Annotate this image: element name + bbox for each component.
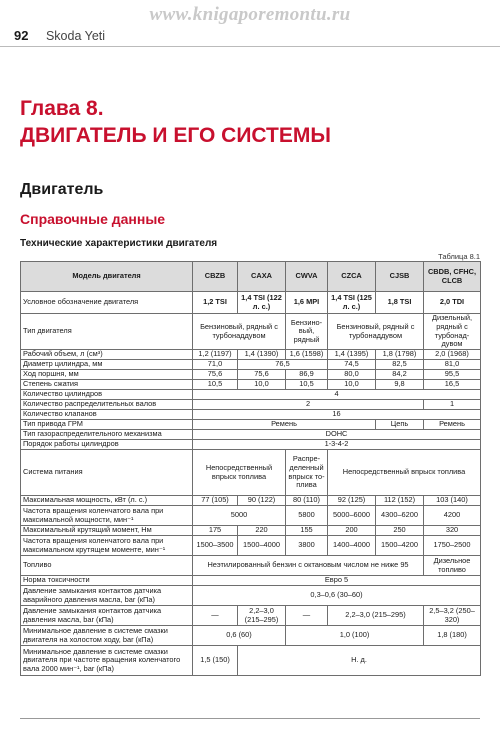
table-cell: 1500–4200 [376, 536, 424, 556]
page-header [14, 28, 105, 43]
table-cell: Дизельный, рядный с турбонад-дувом [424, 314, 481, 350]
table-row [21, 420, 481, 430]
header-divider [0, 46, 500, 47]
table-cell: Бензино-вый, рядный [286, 314, 328, 350]
table-cell: 155 [286, 526, 328, 536]
table-row [21, 536, 481, 556]
table-cell: 1,6 MPI [286, 292, 328, 314]
table-cell: 74,5 [328, 360, 376, 370]
table-row [21, 450, 481, 496]
table-cell: DOHC [193, 430, 481, 440]
table-cell: 1,8 (1798) [376, 350, 424, 360]
table-cell: 1,4 TSI (122 л. с.) [238, 292, 286, 314]
header-cell: CJSB [376, 262, 424, 292]
table-cell: 1,8 (180) [424, 626, 481, 646]
row-label: Тип двигателя [21, 314, 193, 350]
chapter-number: Глава 8. [20, 97, 104, 120]
table-cell: Неэтилированный бензин с октановым числом не ниже 95 [193, 556, 424, 576]
table-cell: 4200 [424, 506, 481, 526]
header-cell: Модель двигателя [21, 262, 193, 292]
table-cell: Распре-деленный впрыск то-плива [286, 450, 328, 496]
table-cell: 1,0 (100) [286, 626, 424, 646]
row-label: Количество клапанов [21, 410, 193, 420]
table-cell: 1,8 TSI [376, 292, 424, 314]
table-cell: 2 [193, 400, 424, 410]
table-cell: 1,4 TSI (125 л. с.) [328, 292, 376, 314]
table-cell: 5800 [286, 506, 328, 526]
table-cell: 1-3-4-2 [193, 440, 481, 450]
row-label: Количество распределительных валов [21, 400, 193, 410]
row-label: Максимальная мощность, кВт (л. с.) [21, 496, 193, 506]
row-label: Минимальное давление в системе смазки двигателя на холостом ходу, bar (кПа) [21, 626, 193, 646]
chapter-title [20, 95, 331, 149]
row-label: Минимальное давление в системе смазки двигателя при частоте вращения коленчатого вала 2000 мин⁻¹, bar (кПа) [21, 646, 193, 676]
table-cell: 1,2 (1197) [193, 350, 238, 360]
table-cell: 200 [328, 526, 376, 536]
table-row [21, 646, 481, 676]
row-label: Условное обозначение двигателя [21, 292, 193, 314]
row-label: Тип привода ГРМ [21, 420, 193, 430]
row-label: Норма токсичности [21, 576, 193, 586]
table-cell: 75,6 [238, 370, 286, 380]
table-cell: 92 (125) [328, 496, 376, 506]
table-row [21, 506, 481, 526]
bottom-divider [20, 718, 480, 719]
table-cell: 81,0 [424, 360, 481, 370]
table-cell: 84,2 [376, 370, 424, 380]
row-label: Порядок работы цилиндров [21, 440, 193, 450]
table-row [21, 410, 481, 420]
row-label: Давление замыкания контактов датчика давления масла, bar (кПа) [21, 606, 193, 626]
table-cell: Н. д. [238, 646, 481, 676]
table-cell: 220 [238, 526, 286, 536]
engine-spec-table [20, 261, 481, 676]
table-cell: 1,2 TSI [193, 292, 238, 314]
header-cell: CZCA [328, 262, 376, 292]
table-cell: 10,5 [286, 380, 328, 390]
table-row [21, 440, 481, 450]
subsection-title: Справочные данные [20, 211, 166, 227]
table-row [21, 526, 481, 536]
table-cell: 175 [193, 526, 238, 536]
table-cell: 1500–4000 [238, 536, 286, 556]
chapter-name: ДВИГАТЕЛЬ И ЕГО СИСТЕМЫ [20, 124, 331, 147]
row-label: Система питания [21, 450, 193, 496]
table-cell: 95,5 [424, 370, 481, 380]
table-row [21, 370, 481, 380]
table-cell: 76,5 [238, 360, 328, 370]
table-cell: 250 [376, 526, 424, 536]
row-label: Тип газораспределительного механизма [21, 430, 193, 440]
page-number: 92 [14, 28, 29, 43]
table-cell: Ремень [193, 420, 376, 430]
table-cell: 10,0 [238, 380, 286, 390]
table-row [21, 586, 481, 606]
table-cell: 1 [424, 400, 481, 410]
table-cell: Бензиновый, рядный с турбонаддувом [328, 314, 424, 350]
table-row [21, 292, 481, 314]
table-cell: 1400–4000 [328, 536, 376, 556]
table-cell: 2,2–3,0 (215–295) [328, 606, 424, 626]
table-cell: 1,5 (150) [193, 646, 238, 676]
table-cell: 2,0 TDI [424, 292, 481, 314]
table-cell: 80 (110) [286, 496, 328, 506]
section-title: Двигатель [20, 181, 104, 198]
table-row [21, 576, 481, 586]
table-cell: 86,9 [286, 370, 328, 380]
header-cell: CWVA [286, 262, 328, 292]
row-label: Рабочий объем, л (см³) [21, 350, 193, 360]
row-label: Частота вращения коленчатого вала при максимальном крутящем моменте, мин⁻¹ [21, 536, 193, 556]
table-cell: 80,0 [328, 370, 376, 380]
table-row [21, 626, 481, 646]
table-header-row [21, 262, 481, 292]
table-cell: 16 [193, 410, 481, 420]
row-label: Частота вращения коленчатого вала при максимальной мощности, мин⁻¹ [21, 506, 193, 526]
table-cell: 10,0 [328, 380, 376, 390]
row-label: Количество цилиндров [21, 390, 193, 400]
table-cell: 0,6 (60) [193, 626, 286, 646]
table-cell: Дизельное топливо [424, 556, 481, 576]
table-cell: 4300–6200 [376, 506, 424, 526]
table-cell: 1,6 (1598) [286, 350, 328, 360]
watermark: www.knigaporemontu.ru [149, 4, 351, 25]
table-row [21, 430, 481, 440]
row-label: Степень сжатия [21, 380, 193, 390]
table-cell: 112 (152) [376, 496, 424, 506]
row-label: Давление замыкания контактов датчика аварийного давления масла, bar (кПа) [21, 586, 193, 606]
table-cell: Непосредственный впрыск топлива [328, 450, 481, 496]
table-cell: 16,5 [424, 380, 481, 390]
table-row [21, 314, 481, 350]
table-cell: Непосредственный впрыск топлива [193, 450, 286, 496]
row-label: Максимальный крутящий момент, Нм [21, 526, 193, 536]
table-cell: 9,8 [376, 380, 424, 390]
table-cell: 4 [193, 390, 481, 400]
table-cell: 82,5 [376, 360, 424, 370]
header-cell: CBDB, CFHC, CLCB [424, 262, 481, 292]
table-row [21, 360, 481, 370]
table-cell: 3800 [286, 536, 328, 556]
table-cell: 320 [424, 526, 481, 536]
row-label: Ход поршня, мм [21, 370, 193, 380]
table-cell: 1,4 (1390) [238, 350, 286, 360]
table-row [21, 496, 481, 506]
table-title: Технические характеристики двигателя [20, 238, 218, 249]
row-label: Топливо [21, 556, 193, 576]
table-cell: Цепь [376, 420, 424, 430]
table-row [21, 606, 481, 626]
table-cell: Ремень [424, 420, 481, 430]
table-row [21, 390, 481, 400]
table-cell: Бензиновый, рядный с турбонаддувом [193, 314, 286, 350]
table-cell: 71,0 [193, 360, 238, 370]
table-cell: 2,5–3,2 (250–320) [424, 606, 481, 626]
table-row [21, 556, 481, 576]
table-cell: 2,2–3,0 (215–295) [238, 606, 286, 626]
table-cell: 5000–6000 [328, 506, 376, 526]
header-cell: CBZB [193, 262, 238, 292]
table-cell: 103 (140) [424, 496, 481, 506]
header-cell: CAXA [238, 262, 286, 292]
table-label: Таблица 8.1 [438, 252, 480, 261]
row-label: Диаметр цилиндра, мм [21, 360, 193, 370]
table-cell: 1,4 (1395) [328, 350, 376, 360]
table-cell: 1750–2500 [424, 536, 481, 556]
table-cell: 5000 [193, 506, 286, 526]
table-row [21, 380, 481, 390]
table-row [21, 400, 481, 410]
table-cell: 2,0 (1968) [424, 350, 481, 360]
table-cell: 10,5 [193, 380, 238, 390]
table-cell: 75,6 [193, 370, 238, 380]
table-cell: 90 (122) [238, 496, 286, 506]
book-title: Skoda Yeti [45, 29, 106, 43]
table-cell: 1500–3500 [193, 536, 238, 556]
table-cell: — [193, 606, 238, 626]
table-cell: 77 (105) [193, 496, 238, 506]
table-row [21, 350, 481, 360]
table-cell: Евро 5 [193, 576, 481, 586]
table-cell: — [286, 606, 328, 626]
table-cell: 0,3–0,6 (30–60) [193, 586, 481, 606]
